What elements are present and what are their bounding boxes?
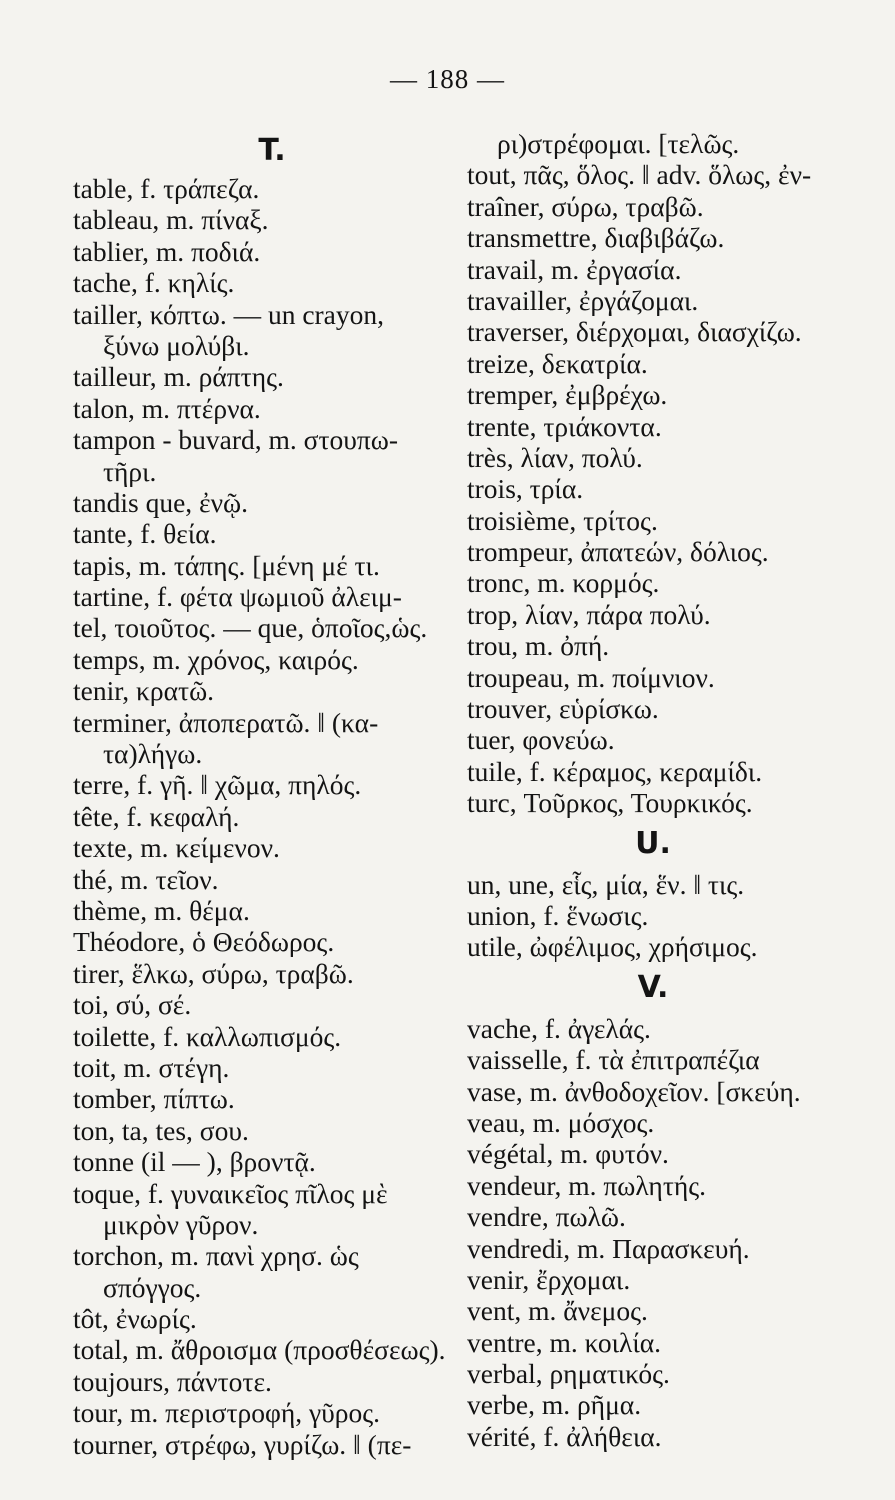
- dictionary-entry: terre, f. γῆ. ‖ χῶμα, πηλός.: [73, 769, 362, 801]
- dictionary-entry: thé, m. τεῖον.: [73, 863, 219, 895]
- dictionary-entry: travailler, ἐργάζομαι.: [467, 284, 699, 316]
- entry-continuation: ξύνω μολύβι.: [103, 329, 250, 361]
- dictionary-entry: venir, ἔρχομαι.: [467, 1263, 631, 1295]
- dictionary-entry: tartine, f. φέτα ψωμιοῦ ἀλειμ-: [73, 581, 402, 613]
- dictionary-entry: vendre, πωλῶ.: [467, 1201, 626, 1233]
- dictionary-entry: vaisselle, f. τὰ ἐπιτραπέζια: [467, 1044, 760, 1076]
- dictionary-entry: un, une, εἷς, μία, ἕν. ‖ τις.: [467, 868, 745, 900]
- section-letter-heading: V.: [637, 969, 669, 1005]
- dictionary-entry: toque, f. γυναικεῖος πῖλος μὲ: [73, 1177, 388, 1209]
- dictionary-entry: tuer, φονεύω.: [467, 724, 615, 756]
- dictionary-entry: très, λίαν, πολύ.: [467, 441, 643, 473]
- dictionary-entry: ton, ta, tes, σου.: [73, 1114, 249, 1146]
- dictionary-entry: toi, σύ, σέ.: [73, 989, 192, 1021]
- dictionary-entry: traverser, διέρχομαι, διασχίζω.: [467, 316, 802, 348]
- dictionary-entry: vase, m. ἀνθοδοχεῖον. [σκεύη.: [467, 1075, 801, 1107]
- dictionary-entry: union, f. ἕνωσις.: [467, 899, 649, 931]
- right-column: [467, 128, 839, 1452]
- dictionary-entry: verbe, m. ρῆμα.: [467, 1389, 642, 1421]
- dictionary-entry: table, f. τράπεζα.: [73, 173, 260, 204]
- dictionary-entry: total, m. ἄθροισμα (προσθέσεως).: [73, 1334, 446, 1366]
- dictionary-entry: tache, f. κηλίς.: [73, 267, 235, 299]
- dictionary-entry: trois, τρία.: [467, 473, 584, 505]
- dictionary-entry: troupeau, m. ποίμνιον.: [467, 661, 715, 693]
- dictionary-entry: tomber, πίπτω.: [73, 1083, 235, 1115]
- dictionary-entry: tour, m. περιστροφή, γῦρος.: [73, 1397, 380, 1429]
- dictionary-entry: veau, m. μόσχος.: [467, 1106, 655, 1138]
- dictionary-entry: vérité, f. ἀλήθεια.: [467, 1420, 662, 1452]
- dictionary-entry: tailleur, m. ράπτης.: [73, 361, 284, 393]
- dictionary-entry: travail, m. ἐργασία.: [467, 253, 682, 285]
- dictionary-entry: vendeur, m. πωλητής.: [467, 1169, 707, 1201]
- dictionary-entry: tapis, m. τάπης. [μένη μέ τι.: [73, 549, 380, 581]
- dictionary-entry: tandis que, ἐνῷ.: [73, 486, 248, 518]
- section-letter-heading: T.: [258, 133, 286, 168]
- dictionary-entry: terminer, ἀποπερατῶ. ‖ (κα-: [73, 706, 379, 738]
- dictionary-entry: tampon - buvard, m. στουπω-: [73, 424, 399, 456]
- dictionary-entry: toujours, πάντοτε.: [73, 1365, 272, 1397]
- dictionary-entry: tourner, στρέφω, γυρίζω. ‖ (πε-: [73, 1428, 412, 1460]
- dictionary-entry: tonne (il — ), βροντᾷ.: [73, 1146, 316, 1178]
- dictionary-entry: trou, m. ὀπή.: [467, 630, 610, 662]
- entry-continuation: σπόγγος.: [103, 1271, 202, 1303]
- section-letter-heading: U.: [635, 825, 671, 861]
- dictionary-entry: tableau, m. πίναξ.: [73, 204, 269, 236]
- dictionary-entry: trompeur, ἀπατεών, δόλιος.: [467, 536, 769, 568]
- dictionary-entry: tuile, f. κέραμος, κεραμίδι.: [467, 755, 763, 787]
- dictionary-entry: toit, m. στέγη.: [73, 1051, 230, 1083]
- dictionary-entry: tirer, ἕλκω, σύρω, τραβῶ.: [73, 957, 354, 989]
- dictionary-entry: turc, Τοῦρκος, Τουρκικός.: [467, 787, 753, 819]
- dictionary-entry: tailler, κόπτω. — un crayon,: [73, 298, 385, 330]
- dictionary-entry: ventre, m. κοιλία.: [467, 1326, 662, 1358]
- dictionary-entry: trop, λίαν, πάρα πολύ.: [467, 598, 711, 630]
- dictionary-entry: tout, πᾶς, ὅλος. ‖ adv. ὅλως, ἐν-: [467, 159, 812, 191]
- dictionary-entry: verbal, ρηματικός.: [467, 1358, 670, 1390]
- dictionary-entry: troisième, τρίτος.: [467, 504, 658, 536]
- entry-continuation: τῆρι.: [103, 455, 157, 487]
- dictionary-entry: toilette, f. καλλωπισμός.: [73, 1020, 342, 1052]
- dictionary-entry: talon, m. πτέρνα.: [73, 392, 261, 424]
- dictionary-entry: transmettre, διαβιβάζω.: [467, 222, 725, 254]
- dictionary-entry: traîner, σύρω, τραβῶ.: [467, 190, 704, 222]
- dictionary-entry: tronc, m. κορμός.: [467, 567, 660, 599]
- dictionary-entry: tôt, ἐνωρίς.: [73, 1303, 197, 1335]
- dictionary-entry: treize, δεκατρία.: [467, 347, 648, 379]
- dictionary-entry: vent, m. ἄνεμος.: [467, 1295, 648, 1327]
- dictionary-entry: Théodore, ὁ Θεόδωρος.: [73, 926, 335, 958]
- dictionary-entry: vache, f. ἀγελάς.: [467, 1012, 651, 1044]
- dictionary-entry: thème, m. θέμα.: [73, 894, 250, 926]
- dictionary-entry: torchon, m. πανὶ χρησ. ὡς: [73, 1240, 359, 1272]
- dictionary-entry: tenir, κρατῶ.: [73, 675, 215, 707]
- dictionary-entry: tremper, ἐμβρέχω.: [467, 379, 668, 411]
- dictionary-entry: trouver, εὑρίσκω.: [467, 693, 659, 725]
- left-column: [73, 128, 451, 1460]
- entry-continuation: μικρὸν γῦρον.: [103, 1208, 259, 1240]
- dictionary-entry: texte, m. κείμενον.: [73, 832, 280, 864]
- dictionary-entry: temps, m. χρόνος, καιρός.: [73, 643, 359, 675]
- dictionary-entry: utile, ὠφέλιμος, χρήσιμος.: [467, 931, 758, 963]
- entry-continuation: ρι)στρέφομαι. [τελῶς.: [497, 128, 740, 159]
- dictionary-entry: végétal, m. φυτόν.: [467, 1138, 669, 1170]
- entry-continuation: τα)λήγω.: [103, 738, 203, 770]
- dictionary-entry: tablier, m. ποδιά.: [73, 235, 261, 267]
- dictionary-entry: tante, f. θεία.: [73, 518, 217, 550]
- dictionary-entry: vendredi, m. Παρασκευή.: [467, 1232, 750, 1264]
- dictionary-entry: tête, f. κεφαλή.: [73, 800, 240, 832]
- dictionary-entry: trente, τριάκοντα.: [467, 410, 662, 442]
- page-number: — 188 —: [390, 64, 505, 94]
- dictionary-entry: tel, τοιοῦτος. — que, ὁποῖος,ὡς.: [73, 612, 428, 644]
